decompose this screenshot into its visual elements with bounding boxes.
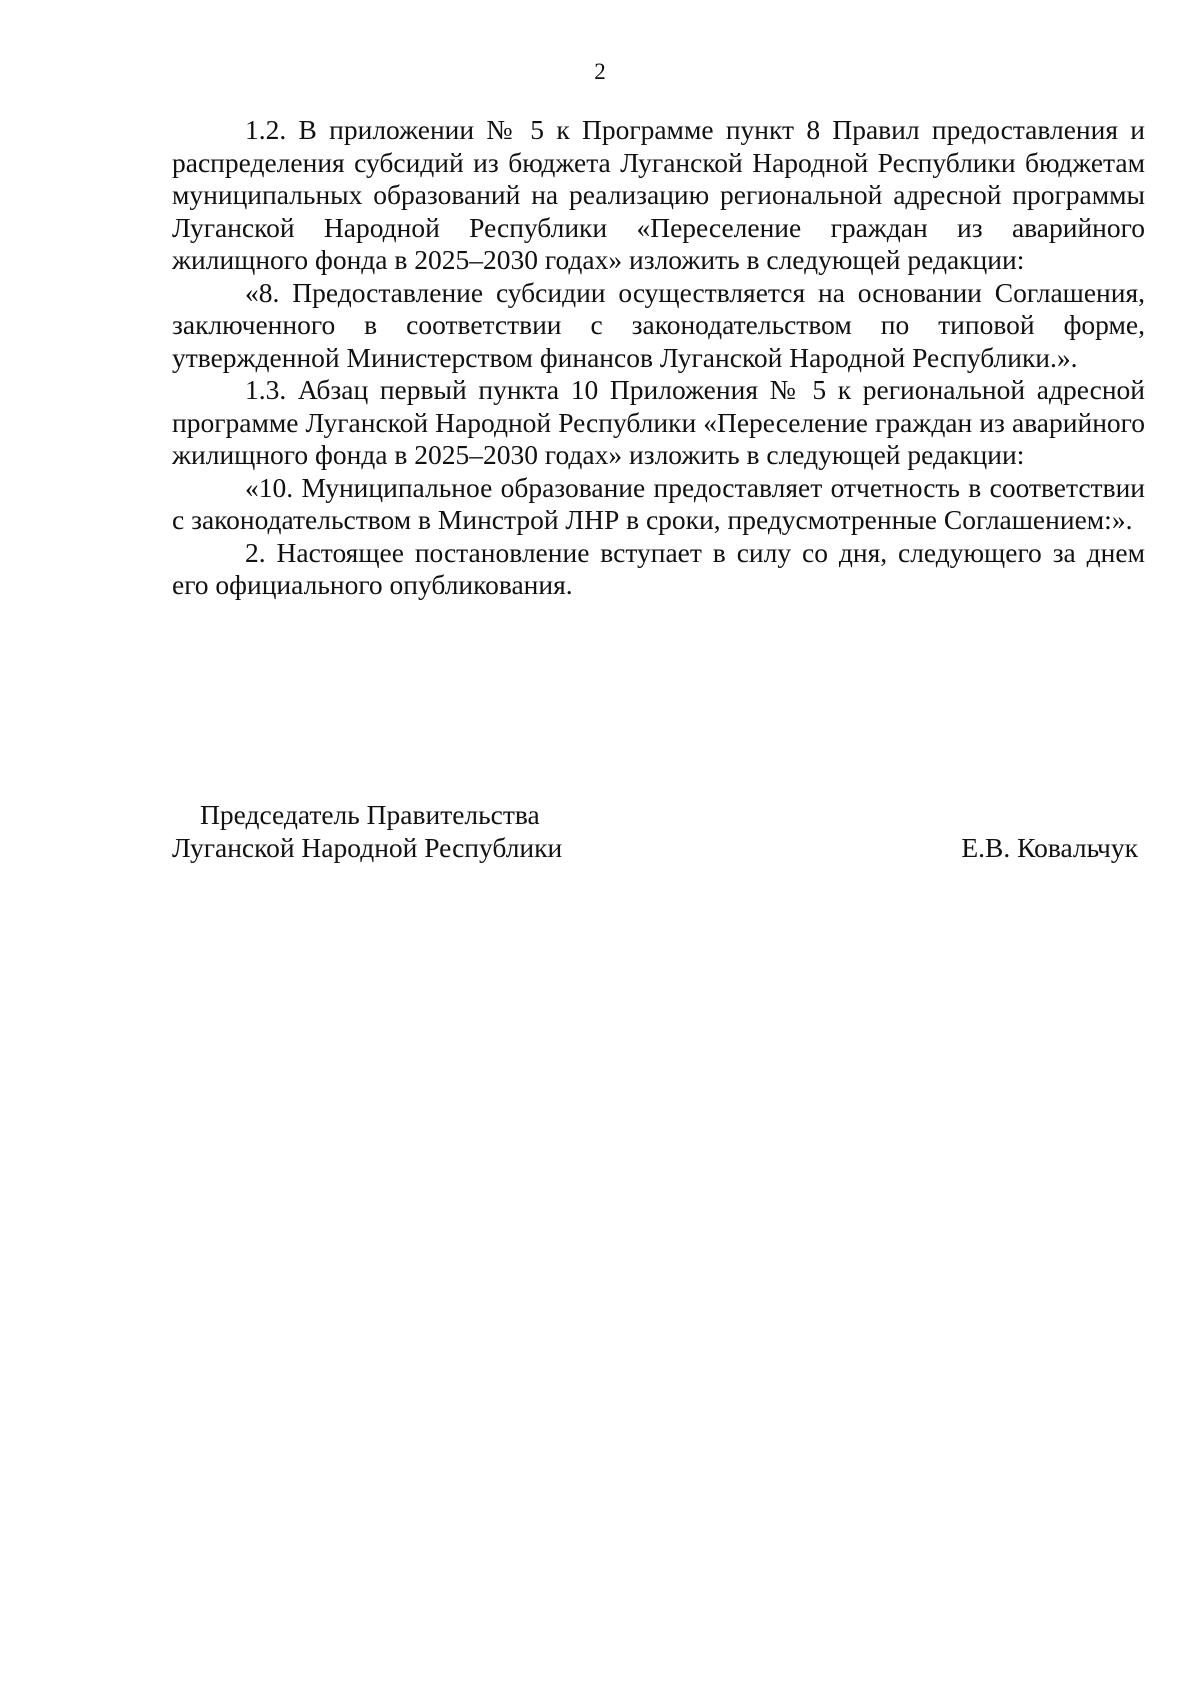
signatory-title-line-1: Председатель Правительства: [200, 799, 540, 830]
signature-row: [172, 832, 1145, 865]
paragraph-2: 2. Настоящее постановление вступает в силу со дня, следующего за днем его официального опубликования.: [172, 536, 1145, 600]
paragraph-quote-8: «8. Предоставление субсидии осуществляется на основании Соглашения, заключенного в соответствии с законодательством по типовой форме, утвержденной Министерством финансов Луганской Народной Республики.».: [172, 276, 1145, 373]
signature-block: [172, 799, 1145, 864]
signatory-name: Е.В. Ковальчук: [961, 831, 1138, 863]
signatory-title-line-2: Луганской Народной Республики: [172, 831, 563, 863]
page-number: 2: [594, 59, 606, 84]
paragraph-1-2: 1.2. В приложении № 5 к Программе пункт 8 Правил предоставления и распределения субсидий из бюджета Луганской Народной Республики бюджетам муниципальных образований на реализацию региональной адресной программы Луганской Народной Республики «Переселение граждан из аварийного жилищного фонда в 2025–2030 годах» изложить в следующей редакции:: [172, 114, 1145, 275]
paragraph-quote-10: «10. Муниципальное образование предоставляет отчетность в соответствии с законодательством в Минстрой ЛНР в сроки, предусмотренные Соглашением:».: [172, 471, 1145, 535]
paragraph-1-3: 1.3. Абзац первый пункта 10 Приложения № 5 к региональной адресной программе Луганской Народной Республики «Переселение граждан из аварийного жилищного фонда в 2025–2030 годах» изложить в следующей редакции:: [172, 374, 1145, 470]
document-body: [172, 114, 1145, 602]
